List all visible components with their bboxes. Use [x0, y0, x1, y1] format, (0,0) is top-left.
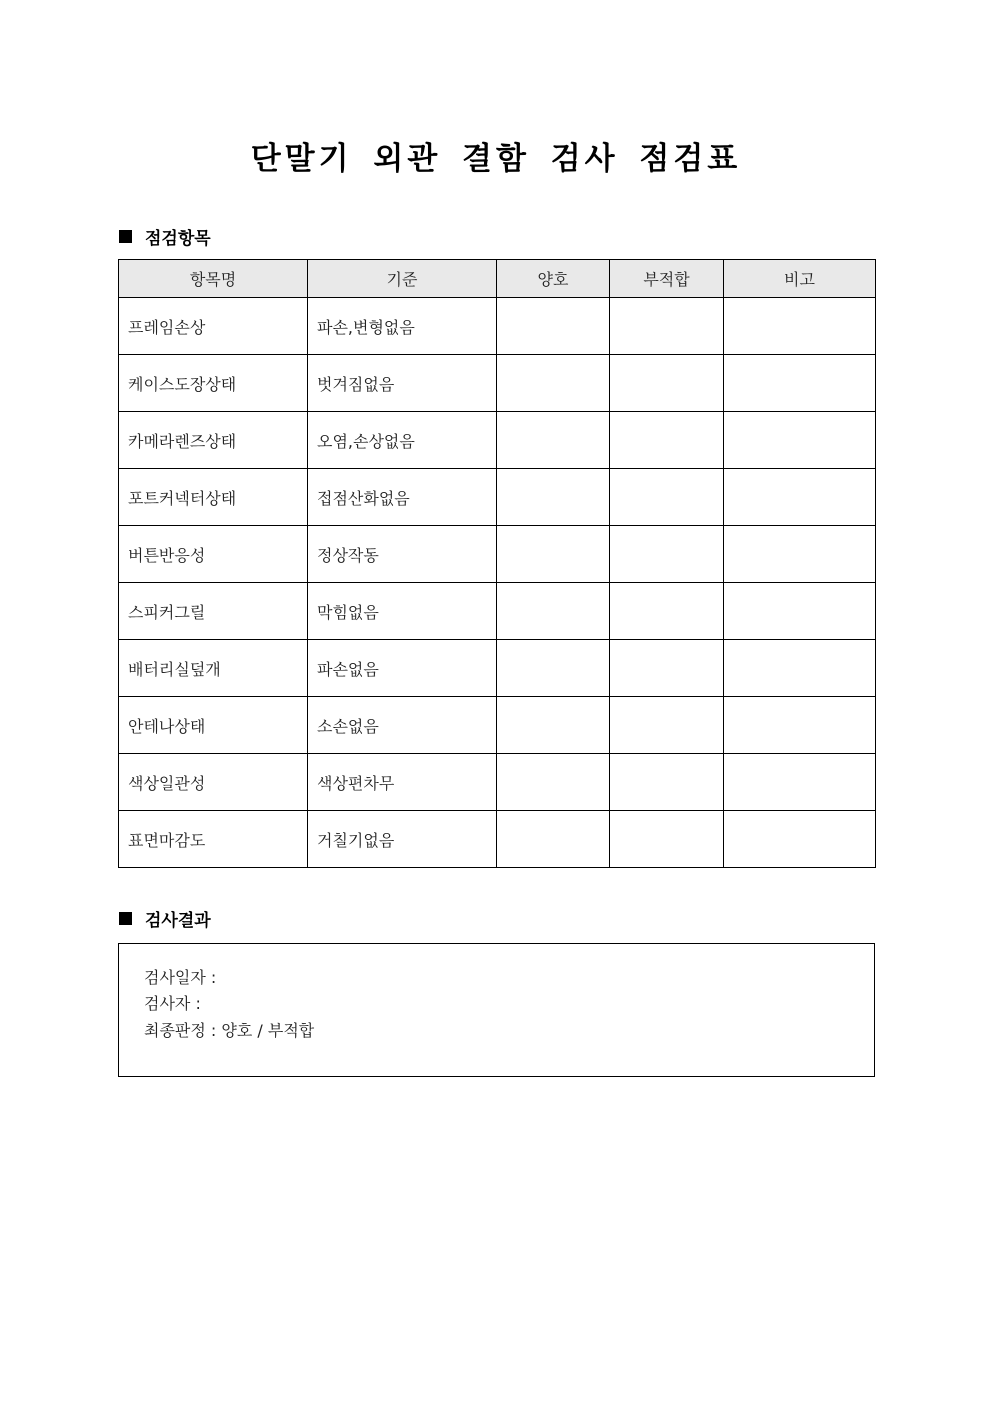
- item-cell: 케이스도장상태: [119, 355, 308, 412]
- fail-check-cell[interactable]: [610, 526, 724, 583]
- note-cell[interactable]: [724, 412, 876, 469]
- checklist-table: [118, 259, 876, 868]
- note-cell[interactable]: [724, 697, 876, 754]
- column-header-note: 비고: [724, 260, 876, 298]
- item-cell: 프레임손상: [119, 298, 308, 355]
- good-check-cell[interactable]: [497, 355, 610, 412]
- item-cell: 배터리실덮개: [119, 640, 308, 697]
- note-cell[interactable]: [724, 526, 876, 583]
- item-cell: 안테나상태: [119, 697, 308, 754]
- note-cell[interactable]: [724, 754, 876, 811]
- item-cell: 표면마감도: [119, 811, 308, 868]
- table-row: [119, 583, 876, 640]
- item-cell: 색상일관성: [119, 754, 308, 811]
- fail-check-cell[interactable]: [610, 355, 724, 412]
- column-header-good: 양호: [497, 260, 610, 298]
- document-title: 단말기 외관 결함 검사 점검표: [250, 141, 742, 177]
- fail-check-cell[interactable]: [610, 412, 724, 469]
- table-row: [119, 412, 876, 469]
- black-square-bullet-icon: [119, 230, 132, 243]
- criteria-cell: 정상작동: [308, 526, 497, 583]
- good-check-cell[interactable]: [497, 811, 610, 868]
- criteria-cell: 막힘없음: [308, 583, 497, 640]
- table-row: [119, 526, 876, 583]
- inspection-date-field[interactable]: 검사일자 :: [144, 968, 217, 987]
- note-cell[interactable]: [724, 811, 876, 868]
- column-header-item: 항목명: [119, 260, 308, 298]
- fail-check-cell[interactable]: [610, 583, 724, 640]
- good-check-cell[interactable]: [497, 526, 610, 583]
- table-row: [119, 298, 876, 355]
- table-row: [119, 469, 876, 526]
- column-header-criteria: 기준: [308, 260, 497, 298]
- note-cell[interactable]: [724, 298, 876, 355]
- fail-check-cell[interactable]: [610, 469, 724, 526]
- table-row: [119, 355, 876, 412]
- table-row: [119, 754, 876, 811]
- note-cell[interactable]: [724, 469, 876, 526]
- item-cell: 스피커그릴: [119, 583, 308, 640]
- criteria-cell: 거칠기없음: [308, 811, 497, 868]
- criteria-cell: 파손없음: [308, 640, 497, 697]
- note-cell[interactable]: [724, 583, 876, 640]
- inspector-field[interactable]: 검사자 :: [144, 994, 201, 1013]
- criteria-cell: 파손,변형없음: [308, 298, 497, 355]
- good-check-cell[interactable]: [497, 469, 610, 526]
- fail-check-cell[interactable]: [610, 640, 724, 697]
- fail-check-cell[interactable]: [610, 754, 724, 811]
- fail-check-cell[interactable]: [610, 697, 724, 754]
- good-check-cell[interactable]: [497, 298, 610, 355]
- fail-check-cell[interactable]: [610, 811, 724, 868]
- black-square-bullet-icon: [119, 912, 132, 925]
- good-check-cell[interactable]: [497, 640, 610, 697]
- table-row: [119, 640, 876, 697]
- item-cell: 포트커넥터상태: [119, 469, 308, 526]
- note-cell[interactable]: [724, 640, 876, 697]
- good-check-cell[interactable]: [497, 754, 610, 811]
- section-heading-label: 점검항목: [145, 229, 211, 249]
- criteria-cell: 벗겨짐없음: [308, 355, 497, 412]
- good-check-cell[interactable]: [497, 583, 610, 640]
- table-header-row: [119, 260, 876, 298]
- item-cell: 카메라렌즈상태: [119, 412, 308, 469]
- item-cell: 버튼반응성: [119, 526, 308, 583]
- criteria-cell: 색상편차무: [308, 754, 497, 811]
- section-heading-label: 검사결과: [145, 911, 211, 931]
- section-heading-result: [119, 906, 211, 931]
- table-row: [119, 811, 876, 868]
- criteria-cell: 소손없음: [308, 697, 497, 754]
- good-check-cell[interactable]: [497, 697, 610, 754]
- note-cell[interactable]: [724, 355, 876, 412]
- fail-check-cell[interactable]: [610, 298, 724, 355]
- criteria-cell: 접점산화없음: [308, 469, 497, 526]
- table-row: [119, 697, 876, 754]
- result-box: [118, 943, 875, 1077]
- section-heading-checklist: [119, 224, 211, 249]
- final-verdict-field[interactable]: 최종판정 : 양호 / 부적합: [144, 1021, 315, 1040]
- good-check-cell[interactable]: [497, 412, 610, 469]
- criteria-cell: 오염,손상없음: [308, 412, 497, 469]
- column-header-fail: 부적합: [610, 260, 724, 298]
